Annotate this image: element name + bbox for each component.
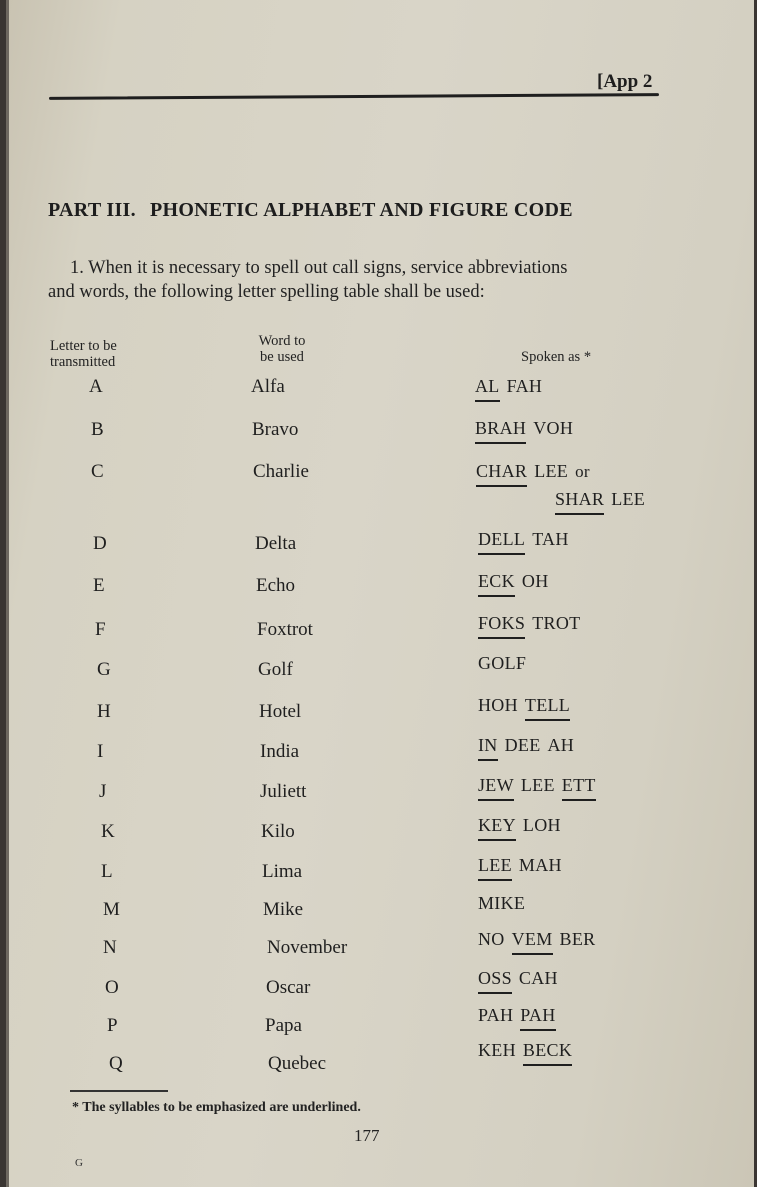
row-code-word: Alfa [251,376,285,397]
row-code-word: Kilo [261,821,295,842]
table-row [9,1005,754,1045]
row-letter: H [97,701,111,722]
syllable-emphasized: BECK [523,1040,572,1066]
row-letter: A [89,376,103,397]
row-code-word: November [267,937,348,958]
column-header-word: Word to be used [258,333,306,365]
row-pronunciation-alt [555,489,645,515]
row-letter: E [93,575,105,596]
table-row [9,815,754,851]
row-letter: P [107,1015,118,1036]
header-rule [49,93,659,100]
table-row [9,529,754,563]
syllable: KEH [478,1040,516,1060]
syllable: or [575,462,590,481]
row-letter: O [105,977,119,998]
table-row [9,695,754,731]
syllable-emphasized: OSS [478,968,512,994]
table-row [9,376,754,406]
syllable-emphasized: ETT [562,775,596,801]
row-letter: F [95,619,106,640]
table-row [9,893,754,929]
row-letter: D [93,533,107,554]
row-pronunciation [478,735,574,761]
row-pronunciation [478,1005,556,1031]
syllable-emphasized: SHAR [555,489,604,515]
intro-line-2: and words, the following letter spelling table shall be used: [48,282,485,302]
syllable-emphasized: TELL [525,695,570,721]
footnote-rule [70,1090,168,1092]
row-pronunciation [478,571,549,597]
syllable: CAH [518,968,558,988]
row-pronunciation [478,968,558,994]
syllable-emphasized: CHAR [476,461,527,487]
row-letter: L [101,861,113,882]
row-pronunciation [478,775,596,801]
syllable-emphasized: FOKS [478,613,525,639]
syllable: NO [478,929,505,949]
syllable-emphasized: JEW [478,775,514,801]
column-header-letter: Letter to be transmitted [50,338,117,370]
row-letter: J [99,781,107,802]
syllable-emphasized: IN [478,735,498,761]
row-code-word: Charlie [253,461,309,482]
table-row [9,1040,754,1083]
row-code-word: Bravo [252,419,299,440]
syllable: MAH [518,855,562,875]
page-number: 177 [354,1126,380,1145]
syllable-emphasized: PAH [520,1005,555,1031]
row-code-word: Quebec [268,1053,327,1074]
syllable-emphasized: AL [475,376,500,402]
row-letter: K [101,821,115,842]
row-pronunciation [476,461,590,487]
syllable-emphasized: KEY [478,815,516,841]
syllable: BER [559,929,596,949]
row-code-word: Delta [255,533,297,554]
column-header-spoken: Spoken as * [521,349,592,365]
row-letter: I [97,741,104,762]
signature-mark: G [75,1157,83,1169]
intro-paragraph [48,256,668,304]
table-row [9,735,754,771]
syllable: LEE [611,489,646,509]
table-row [9,571,754,605]
intro-line-1: 1. When it is necessary to spell out call signs, service abbreviations [70,258,568,278]
syllable: HOH [478,695,518,715]
row-letter: N [103,937,117,958]
row-pronunciation [478,529,569,555]
row-pronunciation [478,695,570,721]
row-code-word: Juliett [260,781,307,802]
row-code-word: Echo [256,575,296,596]
row-pronunciation [478,893,525,914]
row-code-word: Hotel [259,701,302,722]
syllable: DEE [504,735,541,755]
row-pronunciation [478,1040,572,1066]
row-code-word: Foxtrot [257,619,313,640]
syllable-emphasized: LEE [478,855,512,881]
syllable: TAH [532,529,569,549]
syllable: FAH [506,376,543,396]
syllable: LEE [520,775,555,795]
row-letter: B [91,419,104,440]
row-code-word: Mike [263,899,304,920]
row-code-word: Papa [265,1015,302,1036]
row-pronunciation [478,929,595,955]
row-letter: C [91,461,104,482]
footnote: * The syllables to be emphasized are underlined. [72,1100,361,1115]
row-code-word: India [260,741,300,762]
table-row [9,855,754,891]
row-code-word: Lima [262,861,303,882]
part-title [48,199,573,222]
syllable: MIKE [478,893,526,913]
table-row [9,968,754,1007]
syllable-emphasized: BRAH [475,418,526,444]
syllable: TROT [532,613,581,633]
syllable: PAH [478,1005,514,1025]
table-row [9,775,754,811]
table-row [9,653,754,689]
table-row [9,419,754,449]
row-letter: G [97,659,111,680]
row-pronunciation [475,418,573,444]
row-pronunciation [475,376,542,402]
part-heading: PHONETIC ALPHABET AND FIGURE CODE [149,199,573,221]
row-pronunciation [478,855,562,881]
part-number: PART III. [48,199,136,221]
book-page [6,0,754,1187]
syllable: OH [521,571,549,591]
row-code-word: Golf [258,659,293,680]
syllable: GOLF [478,653,527,673]
syllable-emphasized: DELL [478,529,525,555]
syllable-emphasized: ECK [478,571,515,597]
appendix-header: [App 2 [597,71,653,92]
syllable-emphasized: VEM [512,929,553,955]
row-pronunciation [478,815,561,841]
row-pronunciation [478,613,580,639]
syllable: VOH [533,418,574,438]
syllable: AH [547,735,575,755]
syllable: LEE [534,461,569,481]
syllable: LOH [522,815,561,835]
table-row [9,461,754,509]
table-row [9,929,754,967]
table-row [9,613,754,649]
row-letter: Q [109,1053,123,1074]
row-pronunciation [478,653,526,674]
row-letter: M [103,899,120,920]
row-code-word: Oscar [266,977,311,998]
